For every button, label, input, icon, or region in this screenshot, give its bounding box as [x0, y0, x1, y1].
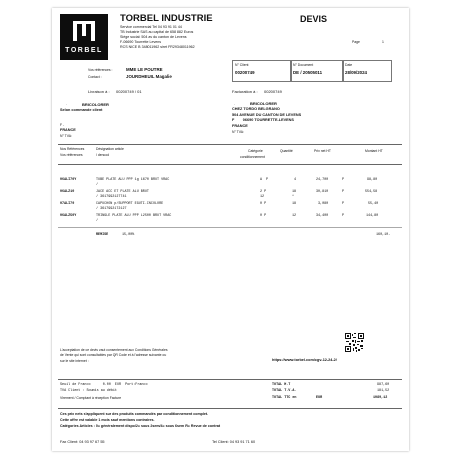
- billing-dot: .: [234, 102, 235, 106]
- discount-label: REMISE: [96, 233, 109, 237]
- cgv-link[interactable]: https://www.torbel.com/cgv-12-24-2/: [272, 358, 337, 362]
- row-price: 34,400: [316, 214, 329, 218]
- row-flag: P: [342, 214, 345, 218]
- vos-ref-value: MME LE POUTRE: [126, 67, 163, 72]
- date-box: [342, 60, 392, 82]
- document-page: [52, 8, 409, 451]
- cgv-line2: de Vente qui sont consultables par QR Code et à l'adresse suivante ou: [60, 353, 167, 357]
- company-name: TORBEL INDUSTRIE: [120, 13, 213, 24]
- row-ref: 06ALZ10: [60, 190, 75, 194]
- delivery-value: 00200749 / 01: [116, 89, 142, 94]
- company-address: [120, 25, 195, 50]
- note-line3: Catégories Articles : 0= généralement dispo/2= sous 2sem/4= sous 6sem R= Revue de contrat: [60, 424, 221, 428]
- company-line: Service commercial Tel 04 93 91 01 44: [120, 25, 182, 29]
- billing-tva: N° TVA:: [232, 130, 244, 134]
- total-ht-label: TOTAL H.T: [272, 383, 291, 387]
- billing-country: FRANCE: [232, 124, 248, 128]
- row-ean: / 3617992172127: [96, 207, 127, 211]
- company-line: F-06690 Tourrette Levens: [120, 40, 162, 44]
- document-number-box: [290, 60, 344, 82]
- row-designation: TUBE PLATE ALU PPP 1g 1670 BRUT VRAC: [96, 178, 170, 182]
- document-number-label: N° Document: [293, 63, 314, 67]
- delivery-line3: F -: [60, 123, 65, 127]
- total-ttc-value: 1089,12: [373, 396, 388, 400]
- tva-client-line: TVA Client : Soumis au débit: [60, 389, 117, 393]
- discount-amount: 160,10-: [376, 233, 391, 237]
- qr-code-icon: [345, 333, 364, 352]
- billing-value: 00200749: [264, 89, 282, 94]
- company-line: RCS NICE B 348011962 siret FR29348011962: [120, 45, 195, 49]
- fax-client: Fax Client: 04 93 97 67 55: [60, 440, 105, 444]
- delivery-label: Livraison à :: [88, 89, 110, 94]
- total-ttc-currency: EUR: [316, 396, 323, 400]
- document-number-value: DE / 20505011: [293, 70, 323, 75]
- row-category: 0 P: [260, 202, 267, 206]
- client-number-value: 00200749: [235, 70, 255, 75]
- total-ttc-label: TOTAL TTC en: [272, 396, 297, 400]
- total-tva-value: 181,52: [377, 389, 390, 393]
- row-flag: P: [342, 202, 345, 206]
- company-line: TB Industrie SAS au capital de 658 882 Euros: [120, 30, 194, 34]
- row-designation: TRINGLE PLATE ALU PPP L2500 BRUT VRAC: [96, 214, 172, 218]
- row-ref: 07ALI79: [60, 202, 75, 206]
- row-category: 0 P: [260, 214, 267, 218]
- billing-name: BRICOLORER: [250, 101, 277, 106]
- header-dencod: / dencod: [96, 153, 110, 157]
- row-category: 2 P: [260, 190, 267, 194]
- row-designation: CAPUCHON p/SUPPORT EGUTI.INCOLORE: [96, 202, 164, 206]
- row-price: 30,810: [316, 190, 329, 194]
- date-label: Date: [345, 63, 353, 67]
- row-amount: 98,80: [367, 178, 378, 182]
- row-slash: /: [96, 183, 99, 187]
- franco-line: Seuil de Franco 0.00 EUR Port:Franco: [60, 383, 148, 387]
- header-packaging: conditionnement: [240, 155, 265, 159]
- total-tva-label: TOTAL T.V.A.: [272, 389, 297, 393]
- header-price: Prix net HT: [314, 149, 331, 153]
- torbel-logo-icon: [70, 20, 98, 42]
- note-line1: Ces prix nets s'appliquent sur des produits commandés par conditionnement complet.: [60, 412, 209, 416]
- row-amount: 55,40: [368, 202, 379, 206]
- billing-line3: 504 AVENUE DU CANTON DE LEVENS: [232, 113, 302, 117]
- row-quantity: 18: [292, 190, 297, 194]
- discount-percent: 15,00%: [122, 233, 135, 237]
- row-star: *: [292, 195, 295, 199]
- vos-ref-label: Vos références :: [88, 68, 113, 72]
- client-number-box: [232, 60, 292, 82]
- delivery-name: BRICOLORER: [82, 102, 109, 107]
- client-number-label: N° Client: [235, 63, 249, 67]
- delivery-line2: Selon commande client: [60, 108, 103, 112]
- company-logo: [60, 14, 108, 60]
- row-ref: 06ALZ50Y: [60, 214, 77, 218]
- date-value: 28/09/2024: [345, 70, 367, 75]
- row-flag: P: [342, 190, 345, 194]
- payment-terms: Virement / Comptant à réception Facture: [60, 396, 122, 400]
- row-category-extra: 12: [260, 195, 265, 199]
- note-line2: Cette offre est valable 1 mois sauf mentions contraires.: [60, 418, 155, 422]
- delivery-country: FRANCE: [60, 128, 76, 132]
- row-unit: P: [266, 178, 269, 182]
- row-ean: / 3617992127741: [96, 195, 127, 199]
- page-number: 1: [382, 40, 384, 44]
- row-amount: 144,80: [366, 214, 379, 218]
- tel-client: Tel Client: 04 93 91 71 60: [212, 440, 256, 444]
- row-flag: P: [342, 178, 345, 182]
- row-quantity: 4: [294, 178, 297, 182]
- header-your-ref: Vos références: [60, 153, 83, 157]
- contact-label: Contact :: [88, 75, 102, 79]
- contact-value: JOURDHEUIL Magalie: [126, 74, 172, 79]
- row-price: 3,080: [318, 202, 329, 206]
- billing-line4: F 06690 TOURRETTE-LEVENS: [232, 118, 294, 122]
- cgv-line3: sur le site internet :: [60, 359, 89, 363]
- header-our-ref: Nos Références: [60, 147, 85, 151]
- company-line: Siège social: 504 av du canton de Levens: [120, 35, 187, 39]
- header-designation: Désignation article: [96, 147, 124, 151]
- delivery-tva: N° TVA:: [60, 134, 72, 138]
- row-slash: /: [96, 219, 99, 223]
- delivery-dot: .: [66, 102, 67, 106]
- page-label: Page: [352, 40, 360, 44]
- total-ht-value: 987,60: [377, 383, 390, 387]
- cgv-line1: L'acceptation de ce devis vaut consentement aux Conditions Générales: [60, 348, 168, 352]
- header-category: Catégorie: [248, 149, 263, 153]
- logo-text: TORBEL: [65, 47, 103, 54]
- header-quantity: Quantité: [280, 149, 293, 153]
- document-type: DEVIS: [300, 14, 328, 24]
- row-ref: 06ALI70Y: [60, 178, 77, 182]
- billing-label: Facturation à :: [232, 89, 258, 94]
- billing-line2: CHEZ TORDO BELGRANO: [232, 107, 280, 111]
- row-price: 24,700: [316, 178, 329, 182]
- row-quantity: 12: [292, 214, 297, 218]
- row-category: A: [260, 178, 263, 182]
- row-designation: JACE ACC ET PLATE ALU BRUT: [96, 190, 149, 194]
- row-amount: 554,58: [365, 190, 378, 194]
- header-amount: Montant HT: [365, 149, 383, 153]
- row-quantity: 18: [292, 202, 297, 206]
